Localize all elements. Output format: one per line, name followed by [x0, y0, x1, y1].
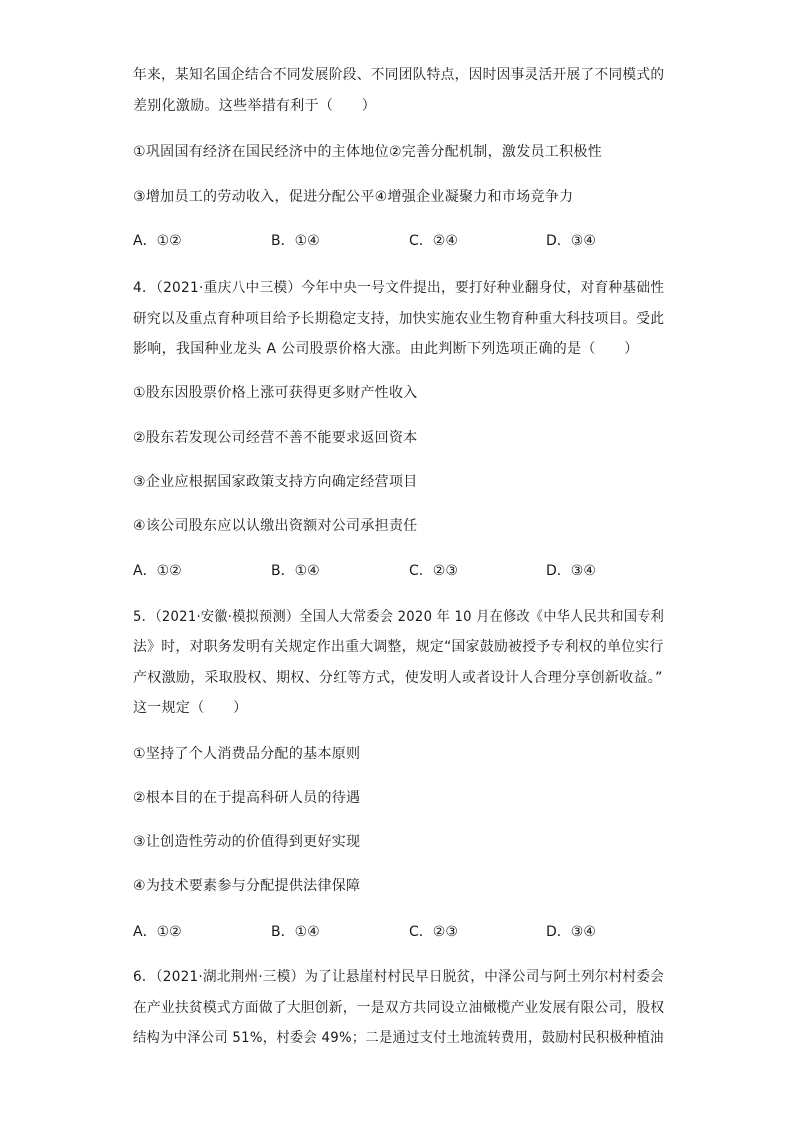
q3-option-a: A．①② [133, 233, 182, 249]
q5-statement-3: ③让创造性劳动的价值得到更好实现 [133, 834, 361, 850]
q3-option-b: B．①④ [271, 233, 320, 249]
q4-option-b: B．①④ [271, 563, 320, 579]
q3-statement-1-2: ①巩固国有经济在国民经济中的主体地位②完善分配机制，激发员工积极性 [133, 144, 602, 160]
q3-text-line-1: 年来，某知名国企结合不同发展阶段、不同团队特点，因时因事灵活开展了不同模式的 [133, 67, 665, 83]
q4-option-a: A．①② [133, 563, 182, 579]
q5-option-c: C．②③ [409, 924, 458, 940]
q4-text-line-3: 影响，我国种业龙头 A 公司股票价格大涨。由此判断下列选项正确的是（ ） [133, 341, 639, 357]
q3-text-line-2: 差别化激励。这些举措有利于（ ） [133, 98, 377, 114]
q5-statement-4: ④为技术要素参与分配提供法律保障 [133, 878, 361, 894]
q4-text-line-1: 4．（2021·重庆八中三模）今年中央一号文件提出，要打好种业翻身仗，对育种基础性 [133, 280, 665, 296]
q5-statement-2: ②根本目的在于提高科研人员的待遇 [133, 790, 361, 806]
q5-statement-1: ①坚持了个人消费品分配的基本原则 [133, 746, 361, 762]
q4-text-line-2: 研究以及重点育种项目给予长期稳定支持，加快实施农业生物育种重大科技项目。受此 [133, 311, 665, 327]
q5-text-line-4: 这一规定（ ） [133, 700, 248, 716]
q5-text-line-2: 法》时，对职务发明有关规定作出重大调整，规定“国家鼓励被授予专利权的单位实行 [133, 639, 664, 655]
q3-option-d: D．③④ [546, 233, 596, 249]
q4-statement-3: ③企业应根据国家政策支持方向确定经营项目 [133, 474, 418, 490]
q4-option-d: D．③④ [546, 563, 596, 579]
q4-statement-4: ④该公司股东应以认缴出资额对公司承担责任 [133, 518, 418, 534]
q4-statement-1: ①股东因股票价格上涨可获得更多财产性收入 [133, 385, 418, 401]
q5-option-d: D．③④ [546, 924, 596, 940]
q6-text-line-2: 在产业扶贫模式方面做了大胆创新，一是双方共同设立油橄榄产业发展有限公司，股权 [133, 1000, 665, 1016]
q6-text-line-3: 结构为中泽公司 51%，村委会 49%；二是通过支付土地流转费用，鼓励村民积极种植油 [133, 1030, 664, 1046]
q5-text-line-1: 5．（2021·安徽·模拟预测）全国人大常委会 2020 年 10 月在修改《中华人民共和国专利 [133, 609, 665, 625]
q4-statement-2: ②股东若发现公司经营不善不能要求返回资本 [133, 430, 418, 446]
q5-option-a: A．①② [133, 924, 182, 940]
q6-text-line-1: 6．（2021·湖北荆州·三模）为了让悬崖村村民早日脱贫，中泽公司与阿土列尔村村委会 [133, 969, 665, 985]
q5-option-b: B．①④ [271, 924, 320, 940]
q3-option-c: C．②④ [409, 233, 458, 249]
q3-statement-3-4: ③增加员工的劳动收入，促进分配公平④增强企业凝聚力和市场竞争力 [133, 189, 574, 205]
q4-option-c: C．②③ [409, 563, 458, 579]
q5-text-line-3: 产权激励，采取股权、期权、分红等方式，使发明人或者设计人合理分享创新收益。” [133, 670, 663, 686]
